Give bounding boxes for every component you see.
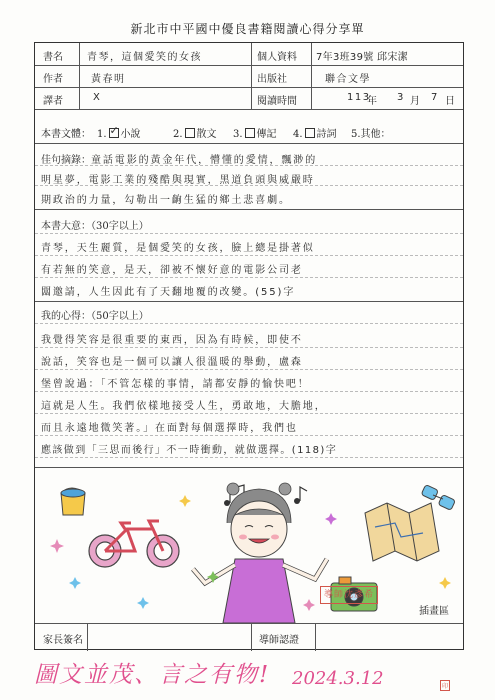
book-value: 青琴，這個愛笑的女孩 bbox=[87, 52, 202, 63]
teacher-certify-label: 導師認證 bbox=[259, 635, 299, 646]
bicycle-icon bbox=[89, 521, 179, 567]
author-value: 黃春明 bbox=[91, 74, 126, 85]
girl-drawing-icon bbox=[193, 483, 327, 623]
sheet-title: 新北市中平國中優良書籍閱讀心得分享單 bbox=[130, 22, 365, 36]
reflection-line: 而且永遠地微笑著。」在面對每個選擇時，我們也 bbox=[41, 423, 298, 434]
summary-label: 本書大意：（30字以上） bbox=[41, 221, 149, 232]
summary-line: 有若無的笑意，是天，卻被不懷好意的電影公司老 bbox=[41, 265, 303, 276]
worksheet-frame bbox=[34, 42, 464, 650]
parent-signature-field[interactable] bbox=[91, 625, 247, 649]
reflection-label: 我的心得：（50字以上） bbox=[41, 311, 149, 322]
read-time-year: 113 bbox=[347, 92, 371, 103]
map-icon bbox=[365, 503, 439, 561]
reflection-line: 我覺得笑容是很重要的東西，因為有時候，即使不 bbox=[41, 335, 303, 346]
genre-checkbox-essay[interactable] bbox=[185, 128, 195, 138]
genre-checkbox-novel[interactable] bbox=[109, 128, 119, 138]
book-label: 書名 bbox=[43, 52, 63, 63]
author-label: 作者 bbox=[43, 74, 63, 85]
translator-value: X bbox=[93, 92, 102, 103]
excerpt-label: 佳句摘錄： bbox=[41, 155, 91, 166]
teacher-comment-date: 2024.3.12 bbox=[292, 668, 384, 689]
seal-stamp-icon: 印 bbox=[440, 680, 450, 691]
cup-icon bbox=[61, 488, 85, 515]
reflection-line: 這就是人生。我們依樣地接受人生，勇敢地，大膽地， bbox=[41, 401, 327, 412]
read-time-label: 閱讀時間 bbox=[257, 96, 297, 107]
personal-value: 7年3班39號 邱宋潔 bbox=[316, 52, 408, 63]
teacher-stamp: 導師沈彥希 bbox=[320, 586, 378, 604]
genre-option-poetry[interactable]: 4. 詩詞 bbox=[293, 129, 337, 140]
translator-label: 譯者 bbox=[43, 96, 63, 107]
read-time-month-unit: 月 bbox=[410, 96, 420, 107]
genre-option-biography[interactable]: 3. 傳記 bbox=[233, 129, 277, 140]
reflection-line: 堡曾說過：「不管怎樣的事情，請都安靜的愉快吧！ bbox=[41, 379, 310, 390]
teacher-comment: 圖文並茂、言之有物! bbox=[34, 662, 271, 688]
read-time-day: 7 bbox=[431, 92, 439, 103]
genre-label: 本書文體： bbox=[41, 129, 91, 140]
illustration bbox=[35, 473, 463, 623]
excerpt-line: 明星夢，電影工業的殘酷與現實，黑道負頭與威嚴時 bbox=[41, 175, 315, 186]
reflection-line: 應該做到「三思而後行」不一時衝動，就做選擇。(118)字 bbox=[41, 445, 338, 456]
personal-label: 個人資料 bbox=[257, 52, 297, 63]
publisher-value: 聯合文學 bbox=[325, 74, 371, 85]
genre-checkbox-biography[interactable] bbox=[245, 128, 255, 138]
summary-line: 青琴，天生麗質，是個愛笑的女孩，臉上總是掛著似 bbox=[41, 243, 315, 254]
excerpt-line: 期政治的力量，勾勒出一齣生猛的鄉土悲喜劇。 bbox=[41, 195, 291, 206]
read-time-month: 3 bbox=[397, 92, 405, 103]
genre-checkbox-poetry[interactable] bbox=[305, 128, 315, 138]
drawing-area bbox=[35, 473, 463, 623]
read-time-day-unit: 日 bbox=[445, 96, 455, 107]
drawing-label: 插畫區 bbox=[419, 606, 449, 617]
genre-option-essay[interactable]: 2. 散文 bbox=[173, 129, 217, 140]
genre-row bbox=[41, 125, 457, 139]
parent-signature-label: 家長簽名 bbox=[43, 635, 83, 646]
summary-line: 闆邀請，人生因此有了天翻地覆的改變。(55)字 bbox=[41, 287, 296, 298]
publisher-label: 出版社 bbox=[257, 74, 287, 85]
genre-option-novel[interactable]: 1.✓ 小說 bbox=[97, 125, 141, 140]
excerpt-line: 佳句摘錄：童話電影的黃金年代，懵懂的愛情，飄渺的 bbox=[41, 155, 318, 166]
reflection-line: 說話，笑容也是一個可以讓人很溫暖的舉動，盧森 bbox=[41, 357, 303, 368]
genre-option-other[interactable]: 5.其他： bbox=[351, 129, 391, 140]
read-time-year-unit: 年 bbox=[367, 96, 377, 107]
